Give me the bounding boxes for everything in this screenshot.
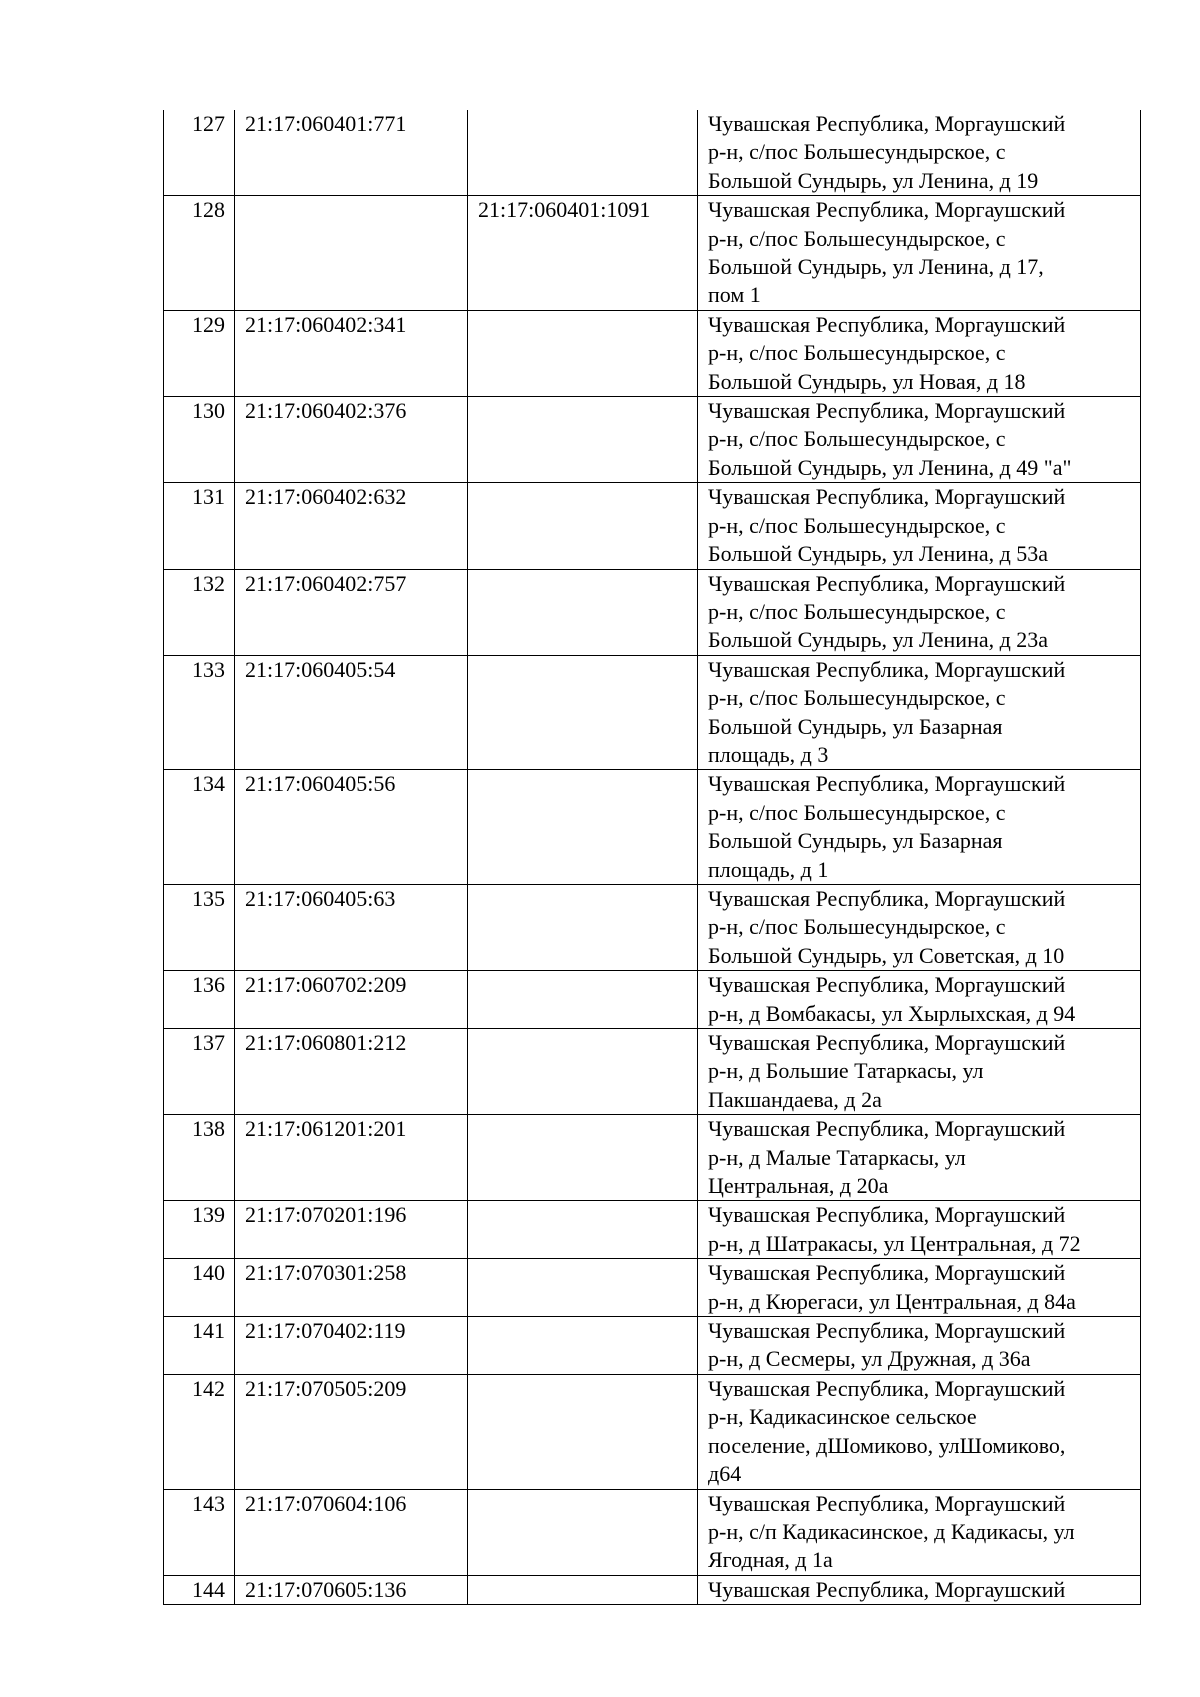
- cadastral-number-cell: 21:17:060402:757: [235, 569, 468, 655]
- related-cadastral-number-cell: [468, 569, 698, 655]
- table-row: [164, 1489, 1141, 1575]
- cadastral-number-cell: 21:17:061201:201: [235, 1115, 468, 1201]
- address-cell: Чувашская Республика, Моргаушский р-н, д Малые Татаркасы, ул Центральная, д 20а: [698, 1115, 1141, 1201]
- address-cell: Чувашская Республика, Моргаушский р-н, с/п Кадикасинское, д Кадикасы, ул Ягодная, д 1а: [698, 1489, 1141, 1575]
- related-cadastral-number-cell: [468, 310, 698, 396]
- cadastral-number-cell: 21:17:060402:632: [235, 483, 468, 569]
- table-row: [164, 1029, 1141, 1115]
- cadastral-number-cell: 21:17:060405:63: [235, 884, 468, 970]
- table-row: [164, 569, 1141, 655]
- address-cell: Чувашская Республика, Моргаушский р-н, с/пос Большесундырское, с Большой Сундырь, ул Базарная площадь, д 1: [698, 770, 1141, 885]
- address-cell: Чувашская Республика, Моргаушский р-н, с/пос Большесундырское, с Большой Сундырь, ул Базарная площадь, д 3: [698, 655, 1141, 770]
- cadastral-number-cell: 21:17:070604:106: [235, 1489, 468, 1575]
- related-cadastral-number-cell: [468, 770, 698, 885]
- related-cadastral-number-cell: [468, 1489, 698, 1575]
- related-cadastral-number-cell: [468, 1115, 698, 1201]
- cadastral-number-cell: 21:17:070301:258: [235, 1259, 468, 1317]
- table-row: [164, 310, 1141, 396]
- row-number-cell: 132: [164, 569, 235, 655]
- row-number-cell: 139: [164, 1201, 235, 1259]
- address-cell: Чувашская Республика, Моргаушский р-н, д Кюрегаси, ул Центральная, д 84а: [698, 1259, 1141, 1317]
- cadastral-number-cell: 21:17:060405:56: [235, 770, 468, 885]
- related-cadastral-number-cell: [468, 1575, 698, 1604]
- table-row: [164, 1317, 1141, 1375]
- address-cell: Чувашская Республика, Моргаушский р-н, д Сесмеры, ул Дружная, д 36а: [698, 1317, 1141, 1375]
- related-cadastral-number-cell: [468, 1259, 698, 1317]
- cadastral-number-cell: 21:17:060402:341: [235, 310, 468, 396]
- address-cell: Чувашская Республика, Моргаушский р-н, Кадикасинское сельское поселение, дШомиково, улШомиково, д64: [698, 1374, 1141, 1489]
- row-number-cell: 136: [164, 971, 235, 1029]
- table-row: [164, 1374, 1141, 1489]
- address-cell: Чувашская Республика, Моргаушский р-н, с/пос Большесундырское, с Большой Сундырь, ул Новая, д 18: [698, 310, 1141, 396]
- row-number-cell: 138: [164, 1115, 235, 1201]
- cadastral-number-cell: 21:17:070505:209: [235, 1374, 468, 1489]
- property-table: [163, 110, 1141, 1605]
- table-row: [164, 1115, 1141, 1201]
- row-number-cell: 137: [164, 1029, 235, 1115]
- related-cadastral-number-cell: [468, 1317, 698, 1375]
- table-row: [164, 397, 1141, 483]
- table-row: [164, 1575, 1141, 1604]
- table-row: [164, 483, 1141, 569]
- cadastral-number-cell: [235, 196, 468, 311]
- row-number-cell: 128: [164, 196, 235, 311]
- address-cell: Чувашская Республика, Моргаушский р-н, д Шатракасы, ул Центральная, д 72: [698, 1201, 1141, 1259]
- related-cadastral-number-cell: [468, 1201, 698, 1259]
- row-number-cell: 129: [164, 310, 235, 396]
- table-row: [164, 884, 1141, 970]
- related-cadastral-number-cell: [468, 884, 698, 970]
- address-cell: Чувашская Республика, Моргаушский р-н, с/пос Большесундырское, с Большой Сундырь, ул Советская, д 10: [698, 884, 1141, 970]
- related-cadastral-number-cell: [468, 483, 698, 569]
- related-cadastral-number-cell: [468, 1374, 698, 1489]
- related-cadastral-number-cell: [468, 655, 698, 770]
- table-row: [164, 196, 1141, 311]
- related-cadastral-number-cell: [468, 397, 698, 483]
- table-row: [164, 971, 1141, 1029]
- cadastral-number-cell: 21:17:070605:136: [235, 1575, 468, 1604]
- cadastral-number-cell: 21:17:070402:119: [235, 1317, 468, 1375]
- table-body: [164, 110, 1141, 1605]
- address-cell: Чувашская Республика, Моргаушский р-н, с/пос Большесундырское, с Большой Сундырь, ул Ленина, д 17, пом 1: [698, 196, 1141, 311]
- cadastral-number-cell: 21:17:060401:771: [235, 110, 468, 196]
- cadastral-number-cell: 21:17:060702:209: [235, 971, 468, 1029]
- address-cell: Чувашская Республика, Моргаушский р-н, с/пос Большесундырское, с Большой Сундырь, ул Ленина, д 19: [698, 110, 1141, 196]
- cadastral-number-cell: 21:17:060405:54: [235, 655, 468, 770]
- row-number-cell: 143: [164, 1489, 235, 1575]
- related-cadastral-number-cell: [468, 1029, 698, 1115]
- row-number-cell: 135: [164, 884, 235, 970]
- row-number-cell: 144: [164, 1575, 235, 1604]
- row-number-cell: 130: [164, 397, 235, 483]
- address-cell: Чувашская Республика, Моргаушский: [698, 1575, 1141, 1604]
- row-number-cell: 133: [164, 655, 235, 770]
- address-cell: Чувашская Республика, Моргаушский р-н, с/пос Большесундырское, с Большой Сундырь, ул Ленина, д 23а: [698, 569, 1141, 655]
- related-cadastral-number-cell: [468, 971, 698, 1029]
- table-row: [164, 655, 1141, 770]
- cadastral-number-cell: 21:17:070201:196: [235, 1201, 468, 1259]
- address-cell: Чувашская Республика, Моргаушский р-н, с/пос Большесундырское, с Большой Сундырь, ул Ленина, д 53а: [698, 483, 1141, 569]
- row-number-cell: 140: [164, 1259, 235, 1317]
- row-number-cell: 141: [164, 1317, 235, 1375]
- cadastral-number-cell: 21:17:060801:212: [235, 1029, 468, 1115]
- related-cadastral-number-cell: [468, 110, 698, 196]
- row-number-cell: 131: [164, 483, 235, 569]
- related-cadastral-number-cell: 21:17:060401:1091: [468, 196, 698, 311]
- table-row: [164, 1201, 1141, 1259]
- table-row: [164, 770, 1141, 885]
- address-cell: Чувашская Республика, Моргаушский р-н, д Большие Татаркасы, ул Пакшандаева, д 2а: [698, 1029, 1141, 1115]
- row-number-cell: 134: [164, 770, 235, 885]
- row-number-cell: 127: [164, 110, 235, 196]
- cadastral-number-cell: 21:17:060402:376: [235, 397, 468, 483]
- address-cell: Чувашская Республика, Моргаушский р-н, д Вомбакасы, ул Хырлыхская, д 94: [698, 971, 1141, 1029]
- table-row: [164, 110, 1141, 196]
- row-number-cell: 142: [164, 1374, 235, 1489]
- table-row: [164, 1259, 1141, 1317]
- address-cell: Чувашская Республика, Моргаушский р-н, с/пос Большесундырское, с Большой Сундырь, ул Ленина, д 49 "а": [698, 397, 1141, 483]
